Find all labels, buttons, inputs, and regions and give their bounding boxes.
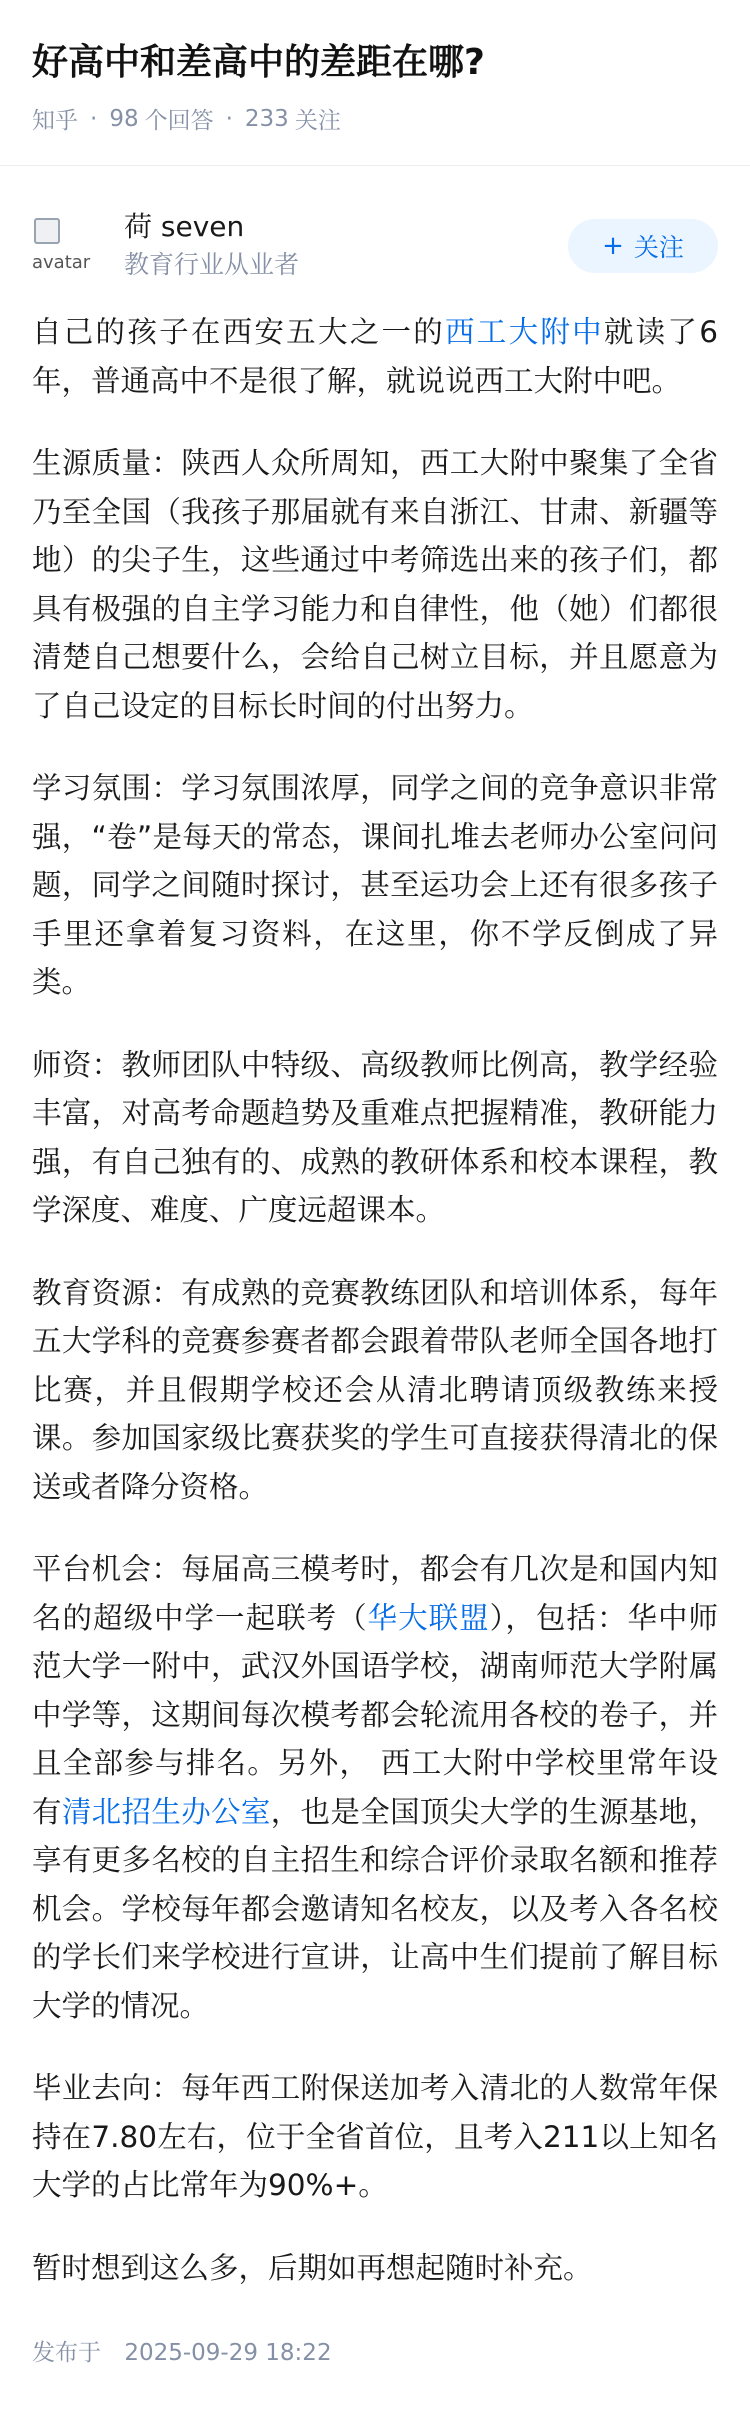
paragraph-intro — [32, 308, 718, 405]
paragraph-closing: 暂时想到这么多，后期如再想起随时补充。 — [32, 2250, 593, 2285]
paragraph-graduation: 毕业去向：每年西工附保送加考入清北的人数常年保持在7.80左右，位于全省首位，且考入211以上知名大学的占比常年为90%+。 — [32, 2071, 718, 2202]
avatar[interactable] — [32, 214, 96, 278]
paragraph-platform — [32, 1545, 718, 2030]
plus-icon: + — [602, 231, 624, 261]
author-name[interactable]: 荷 seven — [124, 210, 245, 243]
paragraph-text: 就读了6年，普通高中不是很了解，就说说西工大附中吧。 — [32, 315, 718, 398]
source-label[interactable]: 知乎 — [32, 108, 78, 134]
avatar-alt-text: avatar — [32, 252, 91, 273]
followers-label: 关注 — [294, 108, 341, 134]
paragraph-text: ，也是全国顶尖大学的生源基地，享有更多名校的自主招生和综合评价录取名额和推荐机会。学校每年都会邀请知名校友，以及考入各名校的学长们来学校进行宣讲，让高中生们提前了解目标大学的情况。 — [32, 1794, 718, 2023]
paragraph-students: 生源质量：陕西人众所周知，西工大附中聚集了全省乃至全国（我孩子那届就有来自浙江、甘肃、新疆等地）的尖子生，这些通过中考筛选出来的孩子们，都具有极强的自主学习能力和自律性，他（她）们都很清楚自己想要什么，会给自己树立目标，并且愿意为了自己设定的目标长时间的付出努力。 — [32, 446, 718, 723]
paragraph-text: 自己的孩子在西安五大之一的 — [32, 315, 446, 349]
question-title[interactable]: 好高中和差高中的差距在哪? — [32, 42, 485, 83]
link-admissions-office[interactable]: 清北招生办公室 — [61, 1794, 271, 1829]
author-bar — [0, 166, 750, 286]
published-time: 2025-09-29 18:22 — [124, 2340, 332, 2366]
publish-info — [0, 2326, 750, 2367]
follow-label: 关注 — [633, 233, 684, 262]
link-school[interactable]: 西工大附中 — [445, 315, 604, 349]
published-label: 发布于 — [32, 2340, 101, 2366]
paragraph-resources: 教育资源：有成熟的竞赛教练团队和培训体系，每年五大学科的竞赛参赛者都会跟着带队老师全国各地打比赛，并且假期学校还会从清北聘请顶级教练来授课。参加国家级比赛获奖的学生可直接获得清北的保送或者降分资格。 — [32, 1275, 718, 1504]
answer-content — [0, 286, 750, 2292]
answers-label: 个回答 — [144, 108, 214, 134]
paragraph-teachers: 师资：教师团队中特级、高级教师比例高，教学经验丰富，对高考命题趋势及重难点把握精准，教研能力强，有自己独有的、成熟的教研体系和校本课程，教学深度、难度、广度远超课本。 — [32, 1047, 718, 1227]
paragraph-atmosphere: 学习氛围：学习氛围浓厚，同学之间的竞争意识非常强，“卷”是每天的常态，课间扎堆去老师办公室问问题，同学之间随时探讨，甚至运功会上还有很多孩子手里还拿着复习资料，在这里，你不学反倒成了异类。 — [32, 771, 718, 999]
answers-count: 98 — [109, 105, 139, 132]
question-meta — [32, 102, 718, 135]
paragraph-text: 平台机会：每届高三模考时，都会有几次是和国内知名的超级中学一起联考（ — [32, 1552, 718, 1635]
followers-count: 233 — [244, 105, 289, 132]
broken-image-icon — [34, 218, 60, 244]
link-alliance[interactable]: 华大联盟 — [367, 1600, 490, 1635]
author-info — [124, 209, 568, 283]
meta-separator: · — [90, 105, 98, 132]
question-header — [0, 0, 750, 166]
author-description: 教育行业从业者 — [124, 250, 300, 279]
meta-separator: · — [225, 105, 233, 132]
follow-button[interactable] — [568, 219, 718, 273]
paragraph-text: ），包括：华中师范大学一附中，武汉外国语学校，湖南师范大学附属中学等，这期间每次模考都会轮流用各校的卷子，并且全部参与排名。另外， 西工大附中学校里常年设有 — [32, 1600, 718, 1829]
